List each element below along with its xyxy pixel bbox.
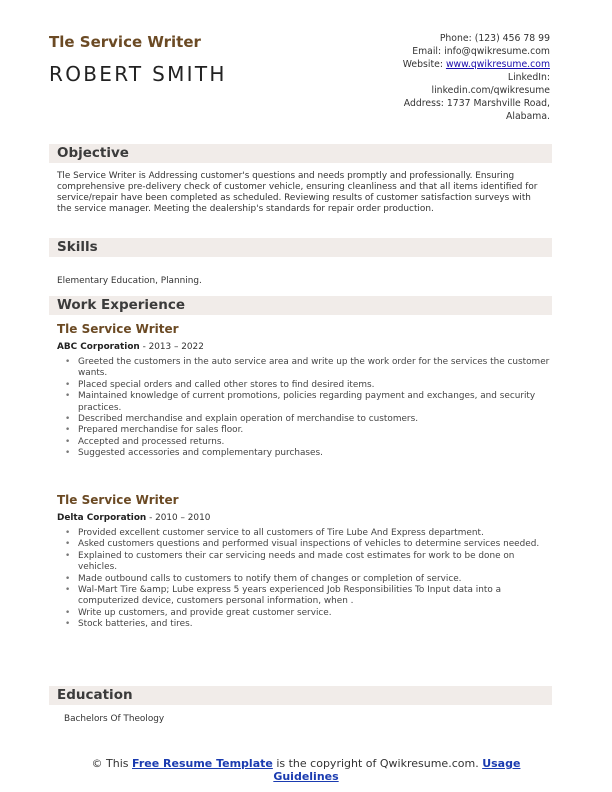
list-item: • Greeted the customers in the auto service area and write up the work order for the services the customer wants. xyxy=(57,357,552,380)
copyright-footer xyxy=(0,757,612,783)
section-title: Skills xyxy=(57,239,98,255)
objective-section-header xyxy=(49,144,552,163)
candidate-name: ROBERT SMITH xyxy=(49,62,227,86)
job-title: Tle Service Writer xyxy=(49,33,201,51)
contact-address: Address: 1737 Marshville Road, xyxy=(403,98,550,109)
job-2-company-line xyxy=(57,513,210,523)
usage-guidelines-link[interactable]: Usage xyxy=(482,757,521,770)
list-item: • Suggested accessories and complementary purchases. xyxy=(57,448,552,459)
list-item: • Maintained knowledge of current promotions, policies regarding payment and exchanges, and security practices. xyxy=(57,391,552,414)
contact-phone: Phone: (123) 456 78 99 xyxy=(439,33,550,44)
job-1-dates: - 2013 – 2022 xyxy=(139,342,204,352)
list-item: • Explained to customers their car servicing needs and made cost estimates for work to be done on vehicles. xyxy=(57,551,552,574)
education-section-header xyxy=(49,686,552,705)
contact-email: Email: info@qwikresume.com xyxy=(412,46,550,57)
contact-linkedin: linkedin.com/qwikresume xyxy=(431,85,550,96)
work-section-header xyxy=(49,296,552,315)
website-link[interactable]: www.qwikresume.com xyxy=(445,59,550,70)
list-item: • Provided excellent customer service to all customers of Tire Lube And Express department. xyxy=(57,528,552,539)
list-item: • Asked customers questions and performed visual inspections of vehicles to determine services needed. xyxy=(57,539,552,550)
footer-line-2 xyxy=(0,770,612,783)
job-1-title: Tle Service Writer xyxy=(57,322,179,336)
list-item: • Made outbound calls to customers to notify them of changes or completion of service. xyxy=(57,574,552,585)
job-1-bullets xyxy=(57,357,552,460)
list-item: • Write up customers, and provide great customer service. xyxy=(57,608,552,619)
list-item: • Placed special orders and called other stores to find desired items. xyxy=(57,380,552,391)
section-title: Work Experience xyxy=(57,297,185,313)
footer-line-1: © This Free Resume Template is the copyright of Qwikresume.com. Usage xyxy=(91,757,521,770)
list-item: • Stock batteries, and tires. xyxy=(57,619,552,630)
resume-header xyxy=(49,33,227,86)
section-title: Objective xyxy=(57,145,129,161)
contact-block xyxy=(403,32,550,123)
job-2-bullets xyxy=(57,528,552,631)
contact-website: Website: www.qwikresume.com xyxy=(402,59,550,70)
objective-text: Tle Service Writer is Addressing customer's questions and needs promptly and professionally. Ensuring comprehensive pre-delivery check of customer vehicle, ensuring cleanliness and that all items identified for service/repair have been completed as scheduled. Reviewing results of customer satisfaction surveys with the service manager. Meeting the dealership's standards for repair order production. xyxy=(57,171,538,214)
list-item: • Prepared merchandise for sales floor. xyxy=(57,425,552,436)
usage-guidelines-link-continued[interactable]: Guidelines xyxy=(273,770,339,783)
list-item: • Described merchandise and explain operation of merchandise to customers. xyxy=(57,414,552,425)
education-text: Bachelors Of Theology xyxy=(64,714,165,724)
skills-section-header xyxy=(49,238,552,257)
free-resume-template-link[interactable]: Free Resume Template xyxy=(132,757,273,770)
section-title: Education xyxy=(57,687,133,703)
job-2-company: Delta Corporation xyxy=(57,513,147,523)
contact-address-line2: Alabama. xyxy=(506,111,550,122)
job-2-title: Tle Service Writer xyxy=(57,493,179,507)
contact-linkedin-label: LinkedIn: xyxy=(507,72,550,83)
list-item: • Accepted and processed returns. xyxy=(57,437,552,448)
job-1-company-line xyxy=(57,342,204,352)
skills-text: Elementary Education, Planning. xyxy=(57,276,202,286)
list-item: • Wal-Mart Tire &amp; Lube express 5 years experienced Job Responsibilities To Input data into a computerized device, customers personal information, when . xyxy=(57,585,552,608)
job-1-company: ABC Corporation xyxy=(57,342,140,352)
job-2-dates: - 2010 – 2010 xyxy=(146,513,211,523)
